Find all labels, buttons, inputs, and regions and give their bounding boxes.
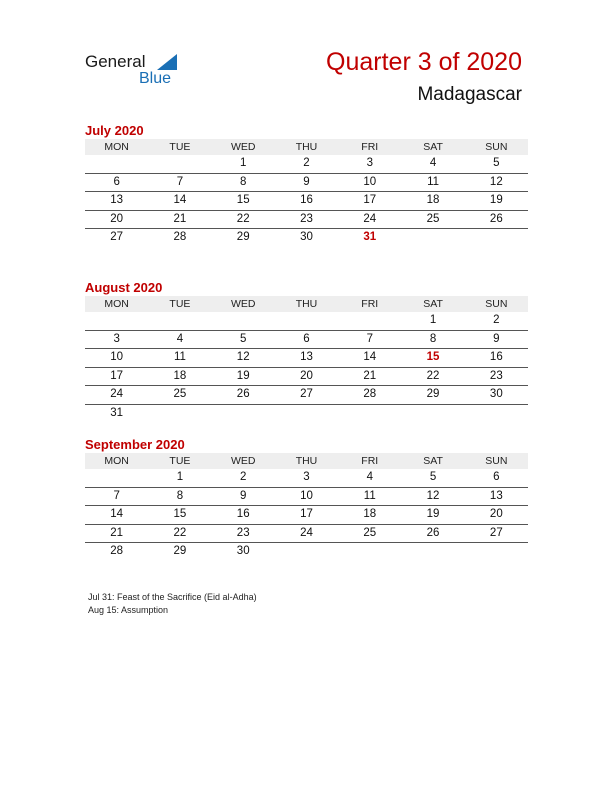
day-cell: 16 — [489, 351, 503, 363]
day-cell: 19 — [236, 369, 250, 382]
week-row — [85, 469, 528, 488]
day-cell — [85, 155, 148, 173]
weekday-header: SUN — [485, 455, 508, 467]
day-cell: 1 — [240, 157, 247, 169]
day-cell: 5 — [240, 332, 247, 345]
day-cell: 26 — [236, 388, 250, 400]
day-cell: 18 — [426, 194, 440, 206]
holiday-note: Aug 15: Assumption — [88, 605, 169, 615]
day-cell: 12 — [236, 351, 250, 363]
week-row — [85, 488, 528, 507]
day-cell: 25 — [426, 212, 440, 225]
day-cell: 3 — [366, 157, 373, 169]
day-cell: 14 — [173, 194, 187, 206]
day-cell: 30 — [489, 388, 503, 400]
day-cell — [338, 543, 401, 561]
day-cell: 31 — [110, 406, 124, 419]
weekday-header: TUE — [169, 455, 191, 467]
month-calendar-july — [85, 122, 528, 247]
day-cell: 16 — [300, 194, 313, 206]
weekday-header: MON — [104, 298, 129, 310]
weekday-header: THU — [295, 141, 318, 153]
weekday-header: WED — [230, 141, 256, 153]
day-cell: 24 — [363, 212, 377, 225]
week-row — [85, 174, 528, 193]
day-cell: 24 — [110, 388, 124, 400]
day-cell — [275, 543, 338, 561]
holiday-note: Jul 31: Feast of the Sacrifice (Eid al-Adha) — [88, 592, 257, 602]
week-row — [85, 543, 528, 561]
day-cell: 10 — [300, 489, 313, 502]
day-cell: 7 — [113, 489, 120, 502]
day-cell: 20 — [300, 369, 313, 382]
week-row — [85, 506, 528, 525]
day-cell: 12 — [426, 489, 440, 502]
day-cell: 10 — [363, 175, 377, 188]
weekday-header: MON — [104, 455, 129, 467]
day-cell: 25 — [363, 526, 377, 539]
day-cell: 6 — [303, 332, 310, 345]
day-cell — [148, 155, 211, 173]
logo-text-blue: Blue — [139, 70, 172, 87]
day-cell: 7 — [176, 175, 184, 188]
day-cell: 4 — [429, 157, 437, 169]
day-cell: 19 — [489, 194, 503, 206]
week-row — [85, 525, 528, 544]
day-cell: 18 — [173, 369, 187, 382]
day-cell: 30 — [236, 545, 250, 557]
weekday-header-row — [85, 296, 528, 312]
day-cell: 19 — [426, 508, 440, 520]
day-cell — [338, 312, 401, 330]
day-cell: 22 — [426, 369, 440, 382]
weekday-header: THU — [295, 298, 318, 310]
day-cell: 17 — [110, 369, 124, 382]
month-title: July 2020 — [85, 123, 144, 138]
day-cell: 10 — [110, 351, 124, 363]
week-row — [85, 331, 528, 350]
day-cell: 17 — [300, 508, 313, 520]
day-cell — [401, 543, 464, 561]
day-cell: 25 — [173, 388, 187, 400]
week-row — [85, 312, 528, 331]
weekday-header: MON — [104, 141, 129, 153]
day-cell — [148, 312, 211, 330]
day-cell: 15 — [173, 508, 187, 520]
day-cell: 11 — [173, 351, 186, 363]
day-cell: 9 — [493, 332, 500, 345]
weekday-header: FRI — [361, 141, 379, 153]
day-cell: 26 — [426, 526, 440, 539]
weekday-header: SAT — [423, 298, 443, 310]
day-cell: 13 — [300, 351, 313, 363]
weekday-header-row — [85, 453, 528, 469]
generalblue-logo — [85, 50, 185, 90]
day-cell: 20 — [489, 508, 503, 520]
month-calendar-september — [85, 436, 528, 561]
week-row — [85, 211, 528, 230]
weekday-header: THU — [295, 455, 318, 467]
day-cell: 4 — [366, 471, 373, 483]
day-cell: 23 — [300, 212, 313, 225]
weekday-header: SUN — [485, 298, 508, 310]
day-cell: 16 — [236, 508, 250, 520]
day-cell: 5 — [429, 471, 437, 483]
day-cell: 9 — [240, 489, 247, 502]
day-cell: 28 — [110, 545, 124, 557]
day-cell: 2 — [240, 471, 247, 483]
day-cell: 6 — [493, 471, 500, 483]
day-cell: 27 — [300, 388, 313, 400]
day-cell: 20 — [110, 212, 124, 225]
weekday-header: FRI — [361, 298, 379, 310]
day-cell — [85, 469, 148, 487]
day-cell: 4 — [176, 332, 184, 345]
day-cell: 8 — [240, 175, 247, 188]
day-cell: 18 — [363, 508, 377, 520]
day-cell: 11 — [363, 489, 376, 502]
day-cell — [275, 312, 338, 330]
day-cell: 22 — [236, 212, 250, 225]
day-cell: 2 — [303, 157, 310, 169]
weekday-header: SAT — [423, 141, 443, 153]
day-cell — [465, 229, 528, 247]
logo-triangle-icon — [157, 54, 177, 70]
day-cell: 11 — [427, 175, 440, 188]
day-cell: 24 — [300, 526, 313, 539]
day-cell — [85, 312, 148, 330]
page-title: Quarter 3 of 2020 — [326, 48, 522, 76]
day-cell: 3 — [303, 471, 310, 483]
week-row — [85, 229, 528, 247]
day-cell: 27 — [110, 231, 124, 243]
day-cell — [465, 543, 528, 561]
day-cell — [212, 405, 275, 423]
day-cell: 21 — [110, 526, 124, 539]
day-cell — [212, 312, 275, 330]
day-cell: 22 — [173, 526, 187, 539]
week-row — [85, 192, 528, 211]
logo-text-general: General — [85, 52, 146, 71]
day-cell: 12 — [489, 175, 503, 188]
weekday-header: TUE — [169, 298, 191, 310]
day-cell: 5 — [493, 157, 500, 169]
day-cell — [338, 405, 401, 423]
weekday-header: WED — [230, 298, 256, 310]
day-cell: 9 — [303, 175, 310, 188]
day-cell: 8 — [429, 332, 437, 345]
day-cell: 29 — [426, 388, 440, 400]
day-cell: 13 — [489, 489, 503, 502]
weekday-header: WED — [230, 455, 256, 467]
weekday-header: TUE — [169, 141, 191, 153]
weekday-header: SUN — [485, 141, 508, 153]
week-row — [85, 349, 528, 368]
weekday-header: SAT — [423, 455, 443, 467]
week-row — [85, 386, 528, 405]
day-cell: 2 — [493, 314, 500, 326]
month-title: August 2020 — [85, 280, 163, 295]
day-cell: 17 — [363, 194, 377, 206]
month-title: September 2020 — [85, 437, 185, 452]
day-cell: 21 — [363, 369, 377, 382]
day-cell: 28 — [363, 388, 377, 400]
day-cell: 21 — [173, 212, 187, 225]
day-cell: 14 — [363, 351, 377, 363]
day-cell: 6 — [113, 175, 120, 188]
week-row — [85, 368, 528, 387]
week-row — [85, 405, 528, 423]
day-cell: 23 — [236, 526, 250, 539]
day-cell — [275, 405, 338, 423]
day-cell: 1 — [429, 314, 437, 326]
month-calendar-august — [85, 279, 528, 422]
day-cell: 14 — [110, 508, 124, 520]
day-cell: 3 — [113, 332, 120, 345]
holiday-notes — [88, 591, 257, 617]
day-cell: 1 — [176, 471, 184, 483]
holiday-day-cell: 15 — [426, 351, 440, 363]
day-cell — [465, 405, 528, 423]
day-cell: 23 — [489, 369, 503, 382]
day-cell: 13 — [110, 194, 124, 206]
day-cell — [401, 229, 464, 247]
day-cell: 26 — [489, 212, 503, 225]
day-cell: 15 — [236, 194, 250, 206]
day-cell: 7 — [366, 332, 373, 345]
day-cell: 28 — [173, 231, 187, 243]
day-cell: 8 — [176, 489, 184, 502]
day-cell — [148, 405, 211, 423]
day-cell — [401, 405, 464, 423]
day-cell: 30 — [300, 231, 313, 243]
weekday-header-row — [85, 139, 528, 155]
day-cell: 27 — [489, 526, 503, 539]
holiday-day-cell: 31 — [363, 231, 377, 243]
day-cell: 29 — [173, 545, 187, 557]
weekday-header: FRI — [361, 455, 379, 467]
week-row — [85, 155, 528, 174]
country-name: Madagascar — [417, 84, 522, 105]
day-cell: 29 — [236, 231, 250, 243]
